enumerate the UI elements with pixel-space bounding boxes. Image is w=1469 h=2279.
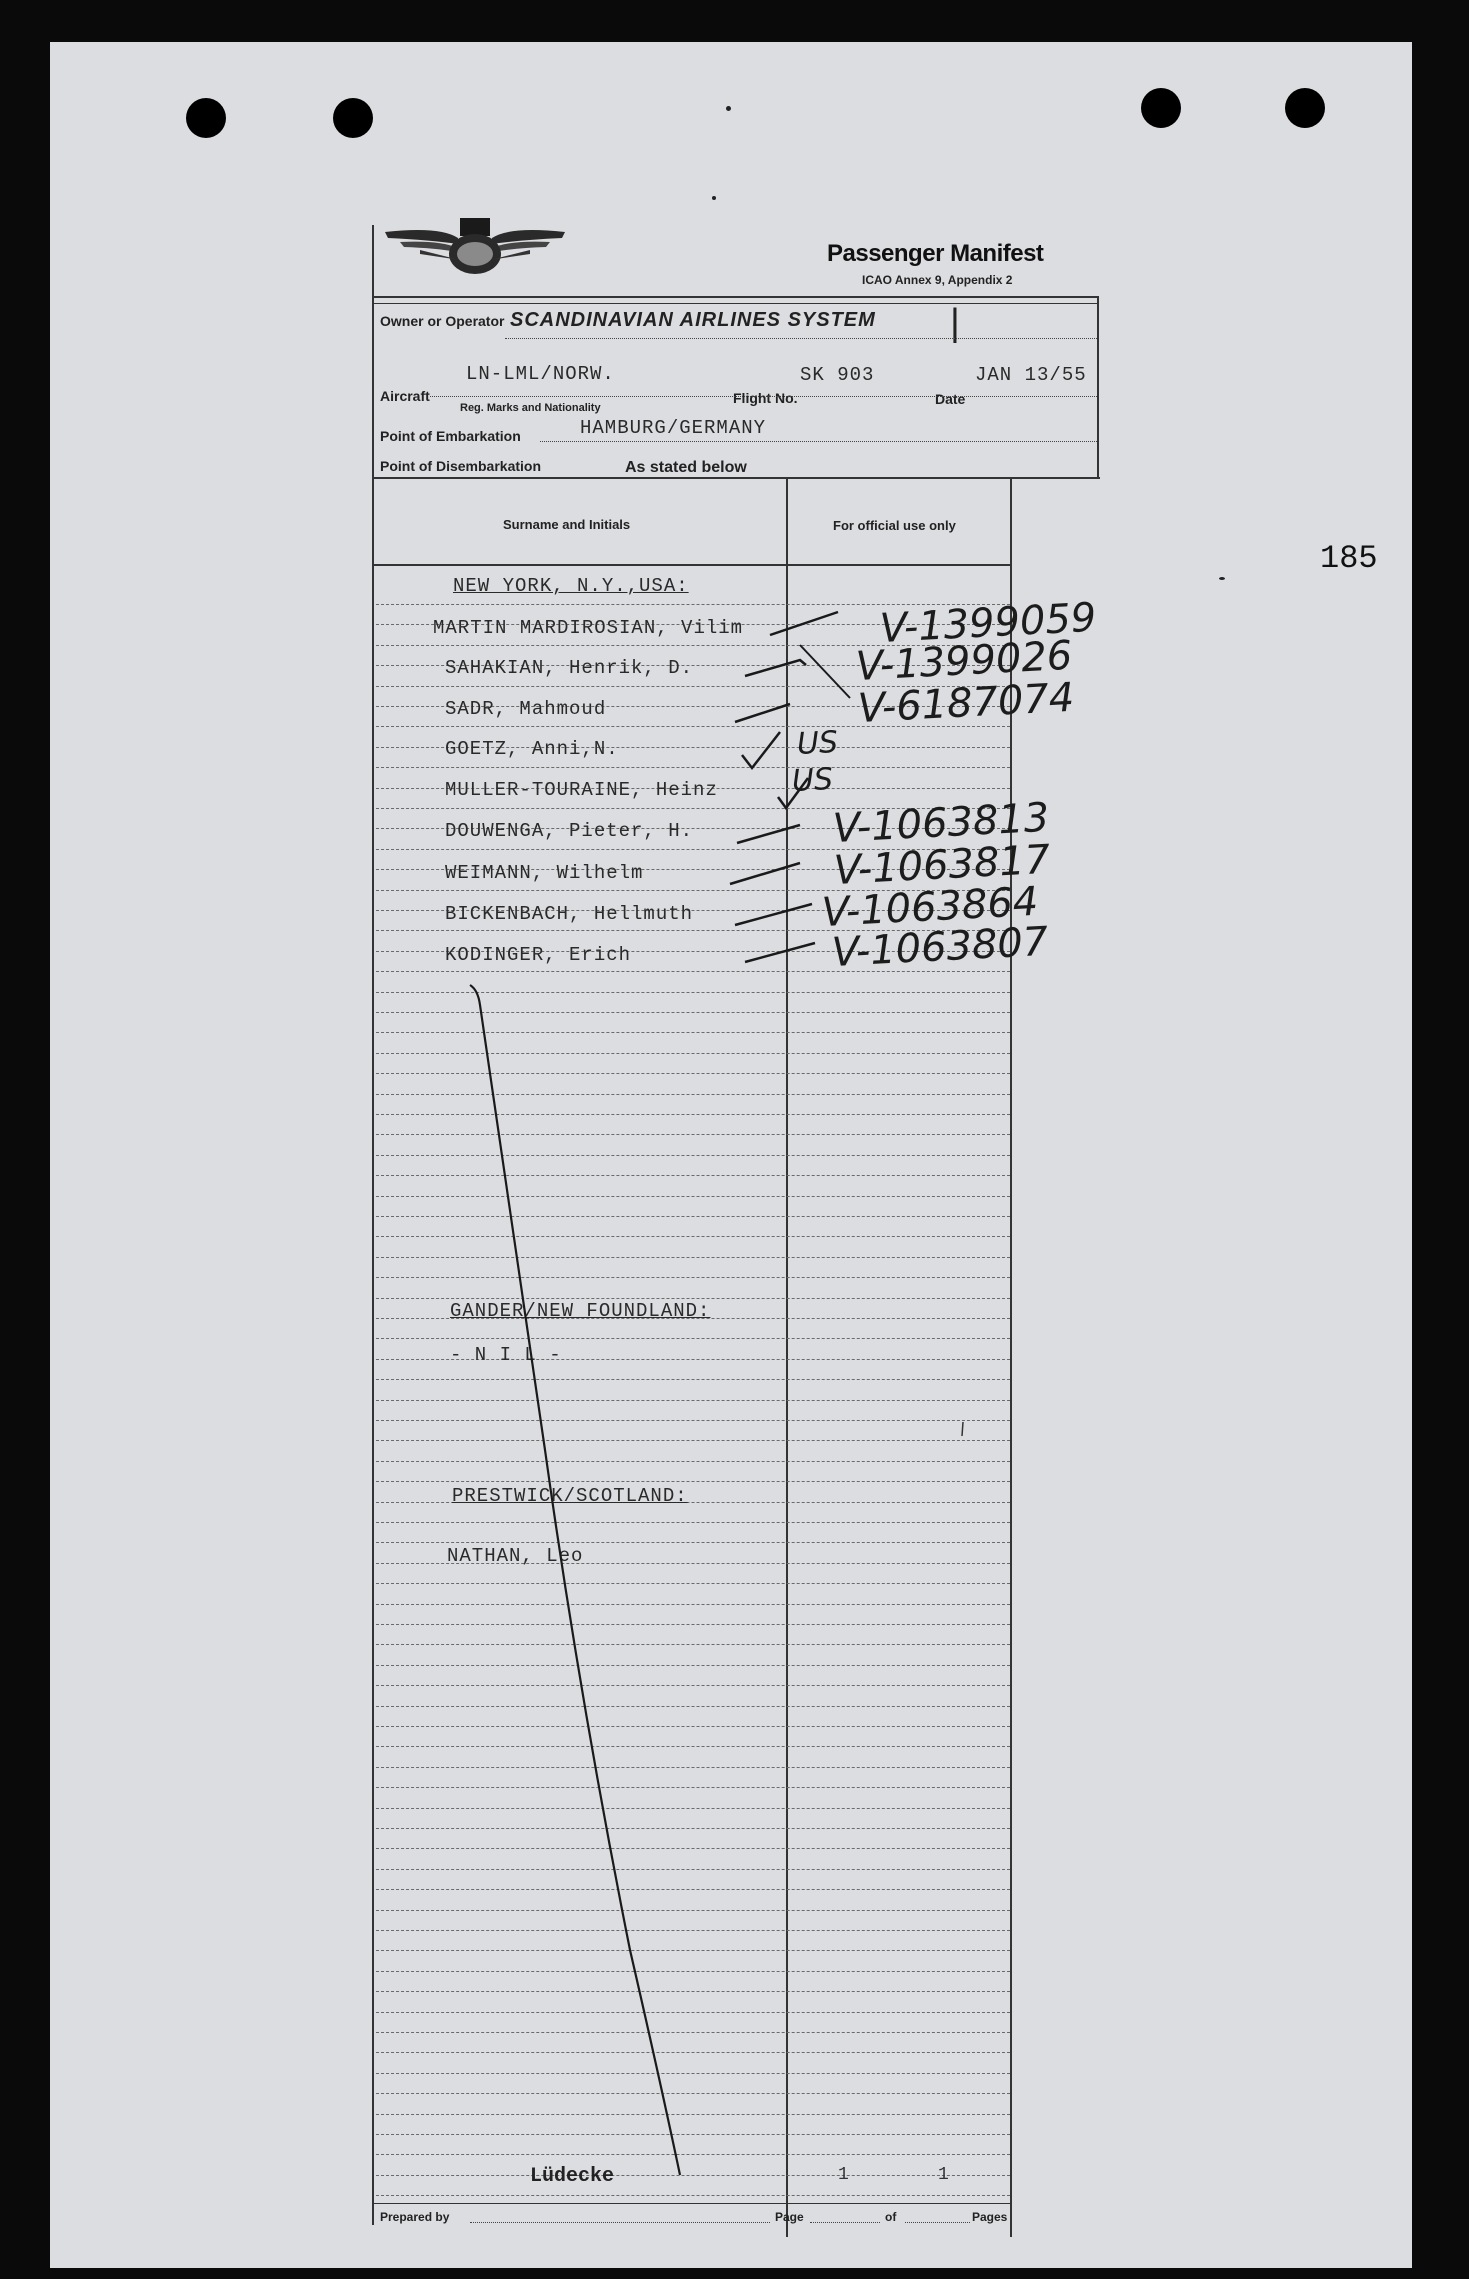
prepared-by-underline [470, 2222, 770, 2223]
passenger-name: GOETZ, Anni,N. [445, 738, 619, 760]
pages-label: Pages [972, 2210, 1008, 2224]
document-title: Passenger Manifest [827, 240, 1044, 267]
owner-label: Owner or Operator [380, 313, 505, 329]
passenger-name: DOUWENGA, Pieter, H. [445, 820, 694, 842]
owner-value: SCANDINAVIAN AIRLINES SYSTEM [510, 309, 876, 331]
owner-mark: | [950, 302, 960, 344]
date-value: JAN 13/55 [975, 364, 1087, 386]
passenger-name: SADR, Mahmoud [445, 698, 607, 720]
aircraft-sublabel: Reg. Marks and Nationality [460, 402, 601, 414]
handwritten-visa-number: V-1063813 [831, 794, 1051, 852]
aircraft-label: Aircraft [380, 388, 430, 404]
aircraft-value: LN-LML/NORW. [466, 363, 615, 385]
column-header-official: For official use only [833, 518, 956, 533]
of-underline [905, 2222, 970, 2223]
handwritten-visa-number: V-1399026 [854, 632, 1074, 690]
disembarkation-value: As stated below [625, 459, 747, 476]
passenger-name: MARTIN MARDIROSIAN, Vilim [433, 617, 744, 639]
handwritten-visa-number: V-1399059 [878, 594, 1098, 652]
section-heading-new-york: NEW YORK, N.Y.,USA: [453, 575, 689, 597]
page-underline [810, 2222, 880, 2223]
passenger-name: BICKENBACH, Hellmuth [445, 903, 694, 925]
embarkation-value: HAMBURG/GERMANY [580, 417, 767, 439]
flight-value: SK 903 [800, 364, 875, 386]
page-label: Page [775, 2210, 804, 2224]
embarkation-label: Point of Embarkation [380, 428, 521, 444]
passenger-name: KODINGER, Erich [445, 944, 632, 966]
passenger-name: NATHAN, Leo [447, 1545, 584, 1567]
document-subtitle: ICAO Annex 9, Appendix 2 [862, 273, 1013, 287]
passenger-name: WEIMANN, Wilhelm [445, 862, 644, 884]
passenger-name: - N I L - [450, 1344, 562, 1366]
passenger-name: SAHAKIAN, Henrik, D. [445, 657, 694, 679]
section-heading-prestwick: PRESTWICK/SCOTLAND: [452, 1485, 688, 1507]
passenger-name: MULLER-TOURAINE, Heinz [445, 779, 718, 801]
date-label: Date [935, 391, 966, 407]
handwritten-visa-number: V-1063864 [820, 878, 1040, 936]
handwritten-visa-number: V-1063817 [832, 836, 1052, 894]
page-value: 1 [838, 2165, 849, 2185]
prepared-by-label: Prepared by [380, 2210, 450, 2224]
handwritten-us-mark: US [791, 761, 834, 799]
pages-value: 1 [938, 2165, 949, 2185]
page-number: 185 [1320, 540, 1378, 577]
handwritten-visa-number: V-6187074 [856, 674, 1076, 732]
section-heading-gander: GANDER/NEW FOUNDLAND: [450, 1300, 711, 1322]
signature: Lüdecke [530, 2165, 615, 2188]
disembarkation-label: Point of Disembarkation [380, 458, 542, 474]
handwritten-visa-number: V-1063807 [830, 918, 1050, 976]
column-header-name: Surname and Initials [503, 517, 631, 532]
handwritten-us-mark: US [796, 724, 839, 762]
of-label: of [885, 2210, 897, 2224]
rule [372, 2203, 1012, 2204]
flight-label: Flight No. [733, 390, 798, 406]
